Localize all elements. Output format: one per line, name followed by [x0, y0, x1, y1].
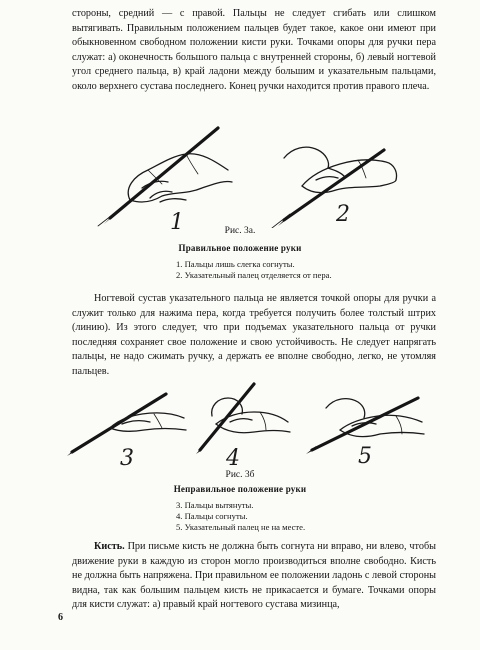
hand-illustration-4 — [186, 376, 296, 456]
figure-b-note: 4. Пальцы согнуты. — [176, 510, 248, 521]
figure-label-4: 4 — [226, 446, 240, 471]
figure-b-subtitle: Неправильное положение руки — [173, 484, 307, 494]
figure-a-notes — [176, 259, 332, 281]
figure-b-caption: Рис. 3б — [225, 470, 255, 480]
figure-label-2: 2 — [336, 202, 350, 227]
page-number: 6 — [58, 612, 63, 623]
paragraph-intro: стороны, средний — с правой. Пальцы не следует сгибать или слишком вытягивать. Правильным положением пальцев будет такое, какое они имеют при обыкновенном свободном положении кисти руки. Точками опоры для ручки пера служат: а) оконечность большого пальца с внутренней стороны, б) левый ногтевой угол среднего пальца, в) край ладони между большим и указательным пальцами, около верхнего сустава последнего. Конец ручки находится против правого плеча. — [72, 8, 436, 92]
figure-b-note: 3. Пальцы вытянуты. — [176, 500, 254, 510]
figure-b-note: 5. Указательный палец не на месте. — [176, 521, 306, 532]
figure-label-1: 1 — [170, 210, 184, 235]
section-heading-wrist: Кисть. — [94, 541, 125, 552]
paragraph-wrist-text: При письме кисть не должна быть согнута ни вправо, ни влево, чтобы движение руки в каждую из сторон могло производиться вполне свободно. Кисть не должна быть напряжена. При правильном ее положении ладонь с левой стороны видна, так как большим пальцем кисть не прикасается и бумаге. Точками опоры для кисти служат: а) правый край ногтевого сустава мизинца, — [72, 541, 436, 611]
figure-label-5: 5 — [358, 444, 372, 469]
paragraph-index-finger: Ногтевой сустав указательного пальца не является точкой опоры для ручки а служит только для нажима пера, когда требуется получить более толстый штрих (линию). Из этого следует, что при подъемах указательного пальца от ручки последняя сохраняет свое положение и свою устойчивость. Не следует напрягать пальцы, не надо сжимать ручку, а держать ее вполне свободно, легко, не утомляя пальцев. — [72, 293, 436, 377]
figure-a-caption: Рис. 3а. — [224, 226, 256, 236]
figure-label-3: 3 — [120, 446, 134, 471]
figure-a-subtitle: Правильное положение руки — [178, 243, 302, 253]
figure-a-note: 1. Пальцы лишь слегка согнуты. — [176, 259, 295, 269]
hand-illustration-2 — [262, 128, 402, 228]
hand-illustration-1 — [90, 118, 240, 228]
figure-b-notes — [176, 500, 305, 532]
paragraph-wrist — [72, 540, 436, 613]
figure-a-note: 2. Указательный палец отделяется от пера. — [176, 269, 332, 280]
